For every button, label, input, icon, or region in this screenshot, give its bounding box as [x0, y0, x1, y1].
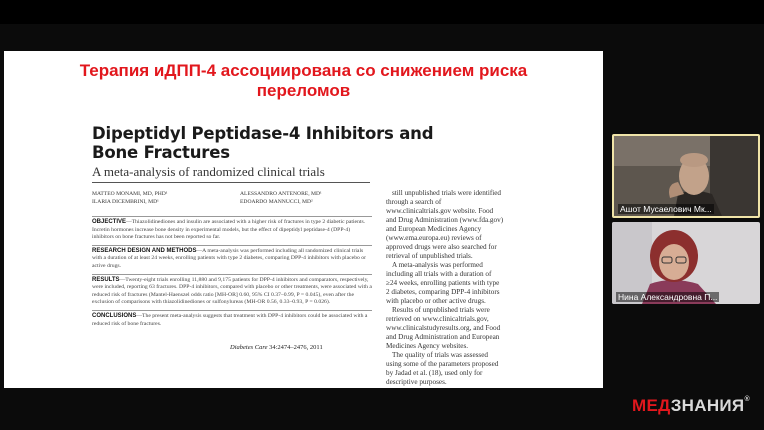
authors-right: ALESSANDRO ANTENORE, MD¹ EDOARDO MANNUCCI, MD²	[240, 191, 322, 205]
paper-title: Dipeptidyl Peptidase-4 Inhibitors and Bone Fractures	[92, 124, 434, 162]
participant-name-2: Нина Александровна П...	[618, 292, 718, 302]
participant-tile-1[interactable]	[612, 134, 760, 218]
paper-abstract	[92, 216, 372, 331]
participant-name-1: Ашот Мусаелович Мк...	[620, 204, 712, 214]
presentation-slide	[4, 51, 603, 388]
authors-left: MATTEO MONAMI, MD, PHD¹ ILARIA DICEMBRINI, MD¹	[92, 191, 168, 205]
abstract-results: RESULTS—Twenty-eight trials enrolling 11,880 and 9,175 patients for DPP-4 inhibitors and comparators, respectively, were included, reporting 63 fractures. DPP-4 inhibitors, compared with placebo or other treatments, were associated with a reduced risk of fractures (Mantel-Haenszel odds ratio [MH-OR] 0.60, 95% CI 0.37–0.99, P = 0.045), even after the exclusion of comparisons with thiazolidinediones or sulfonylureas (MH-OR 0.56, 0.33–0.93, P = 0.026).	[92, 274, 372, 307]
top-bar	[0, 0, 764, 24]
slide-title: Терапия иДПП-4 ассоциирована со снижением риска переломов	[79, 61, 528, 100]
abstract-conclusions: CONCLUSIONS—The present meta-analysis suggests that treatment with DPP-4 inhibitors could be associated with a reduced risk of bone fractures.	[92, 310, 372, 328]
abstract-objective: OBJECTIVE—Thiazolidinediones and insulin are associated with a higher risk of fractures in type 2 diabetic patients. Incretin hormones increase bone density in experimental models, but the effect of dipeptidyl peptidase-4 (DPP-4) inhibitors on bone fractures has not been reported so far.	[92, 216, 372, 242]
paper-subtitle: A meta-analysis of randomized clinical trials	[92, 164, 325, 179]
citation: Diabetes Care 34:2474–2476, 2011	[230, 344, 323, 351]
body-column: still unpublished trials were identified through a search of www.clinicaltrials.gov website. Food and Drug Administration (www.fda.gov) and European Medicines Agency (www.ema.europa.eu) reviews of approved drugs were also searched for retrieval of unpublished trials. A meta-analysis was performed including all trials with a duration of ≥24 weeks, enrolling patients with type 2 diabetes, comparing DPP-4 inhibitors with placebo or other active drugs. Results of unpublished trials were retrieved on www.clinicaltrials.gov, www.clinicalstudyresults.org, and Food and Drug Administration and European Medicines Agency websites. The quality of trials was assessed using some of the parameters proposed by Jadad et al. (18), used only for descriptive purposes.	[386, 189, 504, 386]
brand-logo: МЕДЗНАНИЯ®	[632, 396, 750, 415]
abstract-methods: RESEARCH DESIGN AND METHODS—A meta-analysis was performed including all randomized clinical trials with a duration of at least 24 weeks, enrolling patients with type 2 diabetes, comparing DPP-4 inhibitors with placebo or active drugs.	[92, 245, 372, 271]
title-divider	[92, 182, 370, 183]
participant-tile-2[interactable]	[612, 222, 760, 304]
